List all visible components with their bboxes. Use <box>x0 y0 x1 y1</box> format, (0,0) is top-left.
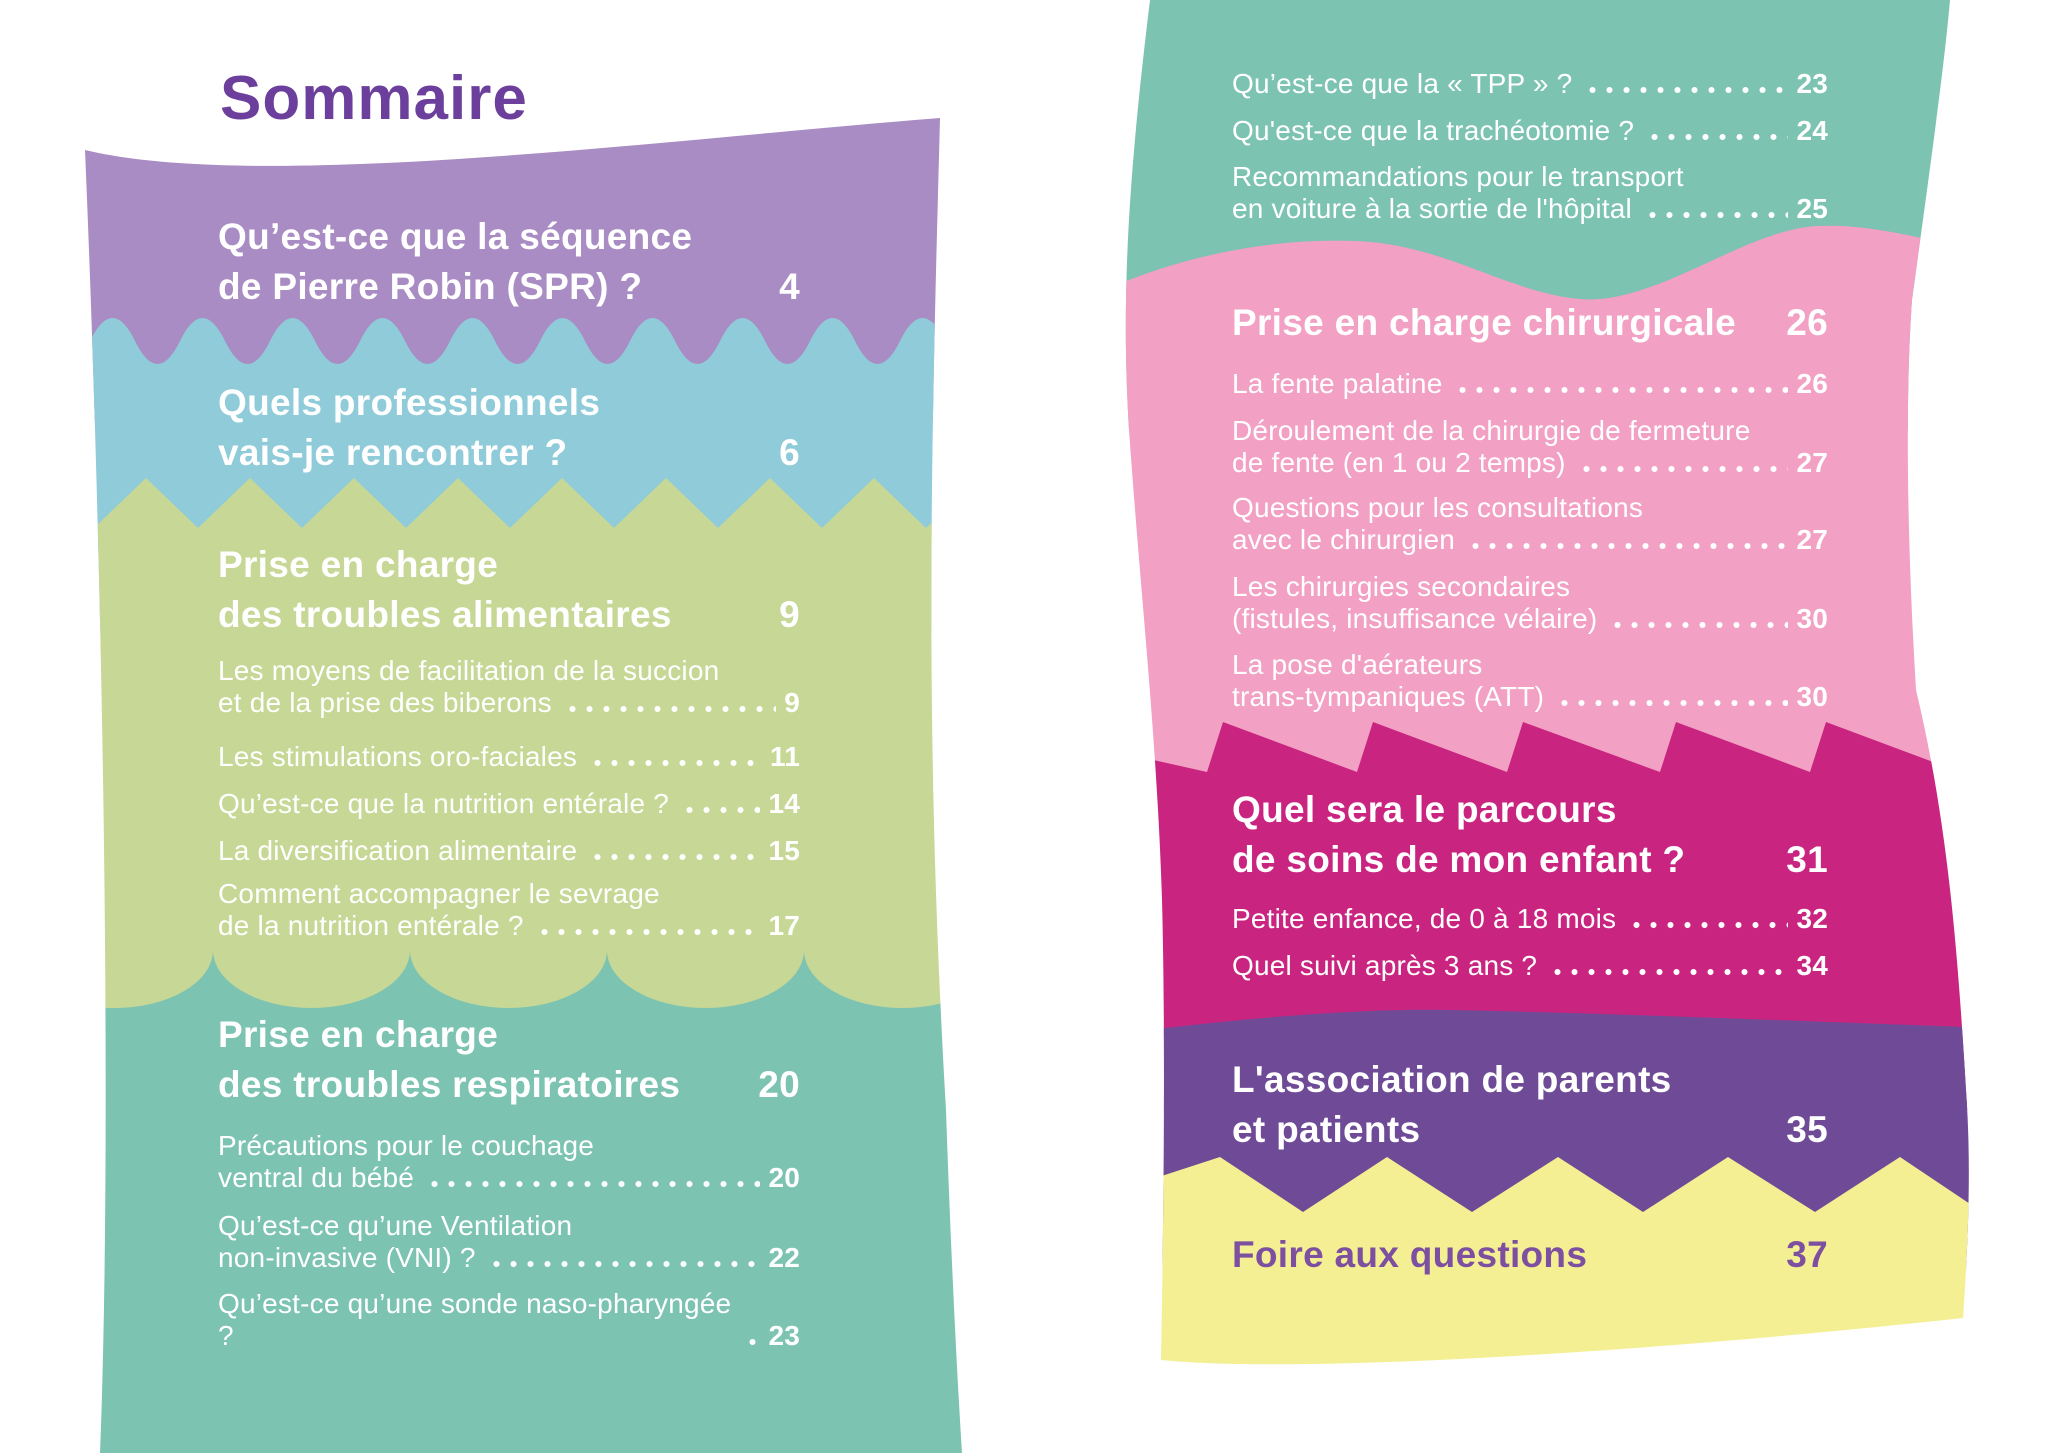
heading-line: L'association de parents <box>1232 1059 1672 1100</box>
toc-entry-line: Recommandations pour le transport <box>1232 161 1684 192</box>
dot-leader <box>744 1338 760 1346</box>
page-number: 27 <box>1796 447 1828 478</box>
page-number: 31 <box>1786 839 1828 880</box>
toc-entry <box>1232 492 1828 556</box>
toc-entry <box>1232 903 1828 935</box>
toc-entry-line: Les moyens de facilitation de la succion <box>218 655 720 686</box>
page-number: 4 <box>779 266 800 307</box>
toc-entry-line: ventral du bébé <box>218 1162 415 1193</box>
page-title: Sommaire <box>220 64 528 133</box>
toc-entry-line: Comment accompagner le sevrage <box>218 878 660 909</box>
dot-leader <box>589 853 760 861</box>
page-number: 35 <box>1786 1109 1828 1150</box>
page-number: 20 <box>758 1064 800 1105</box>
dot-leader <box>589 759 762 767</box>
dot-leader <box>1609 621 1788 629</box>
page-number: 24 <box>1796 115 1828 146</box>
page-number: 37 <box>1786 1234 1828 1275</box>
toc-entry <box>1232 68 1828 100</box>
heading-faq <box>1232 1230 1828 1280</box>
dot-leader <box>1454 386 1788 394</box>
toc-entry-line: La pose d'aérateurs <box>1232 649 1483 680</box>
toc-entry-line: Qu’est-ce que la nutrition entérale ? <box>218 788 669 819</box>
dot-leader <box>1578 465 1789 473</box>
toc-entry <box>1232 649 1828 713</box>
dot-leader <box>536 928 761 936</box>
toc-entry <box>1232 115 1828 147</box>
heading-line: de soins de mon enfant ? <box>1232 839 1686 880</box>
heading-association <box>1232 1055 1828 1155</box>
page-number: 25 <box>1796 193 1828 224</box>
toc-entry-line: Les stimulations oro-faciales <box>218 741 578 772</box>
heading-line: vais-je rencontrer ? <box>218 432 568 473</box>
toc-entry <box>1232 415 1828 479</box>
heading-respiratoires <box>218 1010 800 1110</box>
toc-entry-line: de la nutrition entérale ? <box>218 910 524 941</box>
heading-line: Prise en charge <box>218 544 499 585</box>
toc-entry-line: Qu’est-ce qu’une Ventilation <box>218 1210 573 1241</box>
toc-entry <box>1232 571 1828 635</box>
toc-entry <box>218 655 800 719</box>
toc-entry <box>218 1130 800 1194</box>
page-number: 15 <box>768 835 800 866</box>
heading-spr <box>218 212 800 312</box>
page-number: 26 <box>1796 368 1828 399</box>
toc-entry <box>218 741 800 773</box>
page-number: 22 <box>768 1242 800 1273</box>
toc-entry-line: La fente palatine <box>1232 368 1443 399</box>
toc-entry <box>218 788 800 820</box>
heading-chirurgicale <box>1232 298 1828 348</box>
page-number: 26 <box>1786 302 1828 343</box>
toc-entry-line: Questions pour les consultations <box>1232 492 1644 523</box>
dot-leader <box>1628 921 1788 929</box>
toc-entry-line: Qu’est-ce qu’une sonde naso-pharyngée ? <box>218 1288 732 1351</box>
toc-entry-line: en voiture à la sortie de l'hôpital <box>1232 193 1632 224</box>
dot-leader <box>1467 542 1788 550</box>
toc-entry-line: Qu’est-ce que la « TPP » ? <box>1232 68 1573 99</box>
toc-entry-line: et de la prise des biberons <box>218 687 552 718</box>
page-number: 32 <box>1796 903 1828 934</box>
heading-line: Prise en charge chirurgicale <box>1232 302 1737 343</box>
toc-entry <box>1232 950 1828 982</box>
dot-leader <box>1549 968 1788 976</box>
dot-leader <box>564 705 776 713</box>
toc-entry <box>218 1210 800 1274</box>
toc-entry-line: Petite enfance, de 0 à 18 mois <box>1232 903 1617 934</box>
page-number: 20 <box>768 1162 800 1193</box>
page-number: 17 <box>768 910 800 941</box>
toc-entry-line: trans-tympaniques (ATT) <box>1232 681 1545 712</box>
heading-line: Qu’est-ce que la séquence <box>218 216 693 257</box>
toc-entry-line: Les chirurgies secondaires <box>1232 571 1571 602</box>
heading-professionnels <box>218 378 800 478</box>
page-number: 30 <box>1796 681 1828 712</box>
heading-line: des troubles alimentaires <box>218 594 672 635</box>
page-number: 23 <box>1796 68 1828 99</box>
toc-entry <box>1232 161 1828 225</box>
page-number: 11 <box>770 741 800 772</box>
toc-entry-line: avec le chirurgien <box>1232 524 1456 555</box>
heading-parcours <box>1232 785 1828 885</box>
page-number: 23 <box>768 1320 800 1351</box>
heading-line: Quels professionnels <box>218 382 601 423</box>
heading-alimentaires <box>218 540 800 640</box>
page-number: 9 <box>784 687 800 718</box>
toc-entry-line: (fistules, insuffisance vélaire) <box>1232 603 1598 634</box>
toc-entry <box>218 835 800 867</box>
heading-line: Quel sera le parcours <box>1232 789 1617 830</box>
dot-leader <box>681 806 760 814</box>
page-number: 9 <box>779 594 800 635</box>
page-number: 30 <box>1796 603 1828 634</box>
dot-leader <box>426 1180 760 1188</box>
toc-entry-line: Déroulement de la chirurgie de fermeture <box>1232 415 1751 446</box>
toc-entry <box>218 1288 800 1352</box>
heading-line: et patients <box>1232 1109 1421 1150</box>
dot-leader <box>488 1260 761 1268</box>
dot-leader <box>1556 699 1788 707</box>
toc-entry-line: Précautions pour le couchage <box>218 1130 595 1161</box>
section-shape-faq <box>1100 1157 2048 1453</box>
heading-line: des troubles respiratoires <box>218 1064 681 1105</box>
heading-line: Prise en charge <box>218 1014 499 1055</box>
toc-entry <box>218 878 800 942</box>
page-number: 14 <box>768 788 800 819</box>
toc-entry-line: Qu'est-ce que la trachéotomie ? <box>1232 115 1635 146</box>
page-number: 6 <box>779 432 800 473</box>
dot-leader <box>1584 86 1788 94</box>
heading-line: Foire aux questions <box>1232 1234 1588 1275</box>
toc-entry-line: de fente (en 1 ou 2 temps) <box>1232 447 1566 478</box>
dot-leader <box>1644 211 1789 219</box>
page-number: 34 <box>1796 950 1828 981</box>
heading-line: de Pierre Robin (SPR) ? <box>218 266 643 307</box>
page-number: 27 <box>1796 524 1828 555</box>
dot-leader <box>1646 133 1788 141</box>
toc-entry-line: Quel suivi après 3 ans ? <box>1232 950 1538 981</box>
toc-entry <box>1232 368 1828 400</box>
toc-entry-line: non-invasive (VNI) ? <box>218 1242 476 1273</box>
toc-entry-line: La diversification alimentaire <box>218 835 578 866</box>
